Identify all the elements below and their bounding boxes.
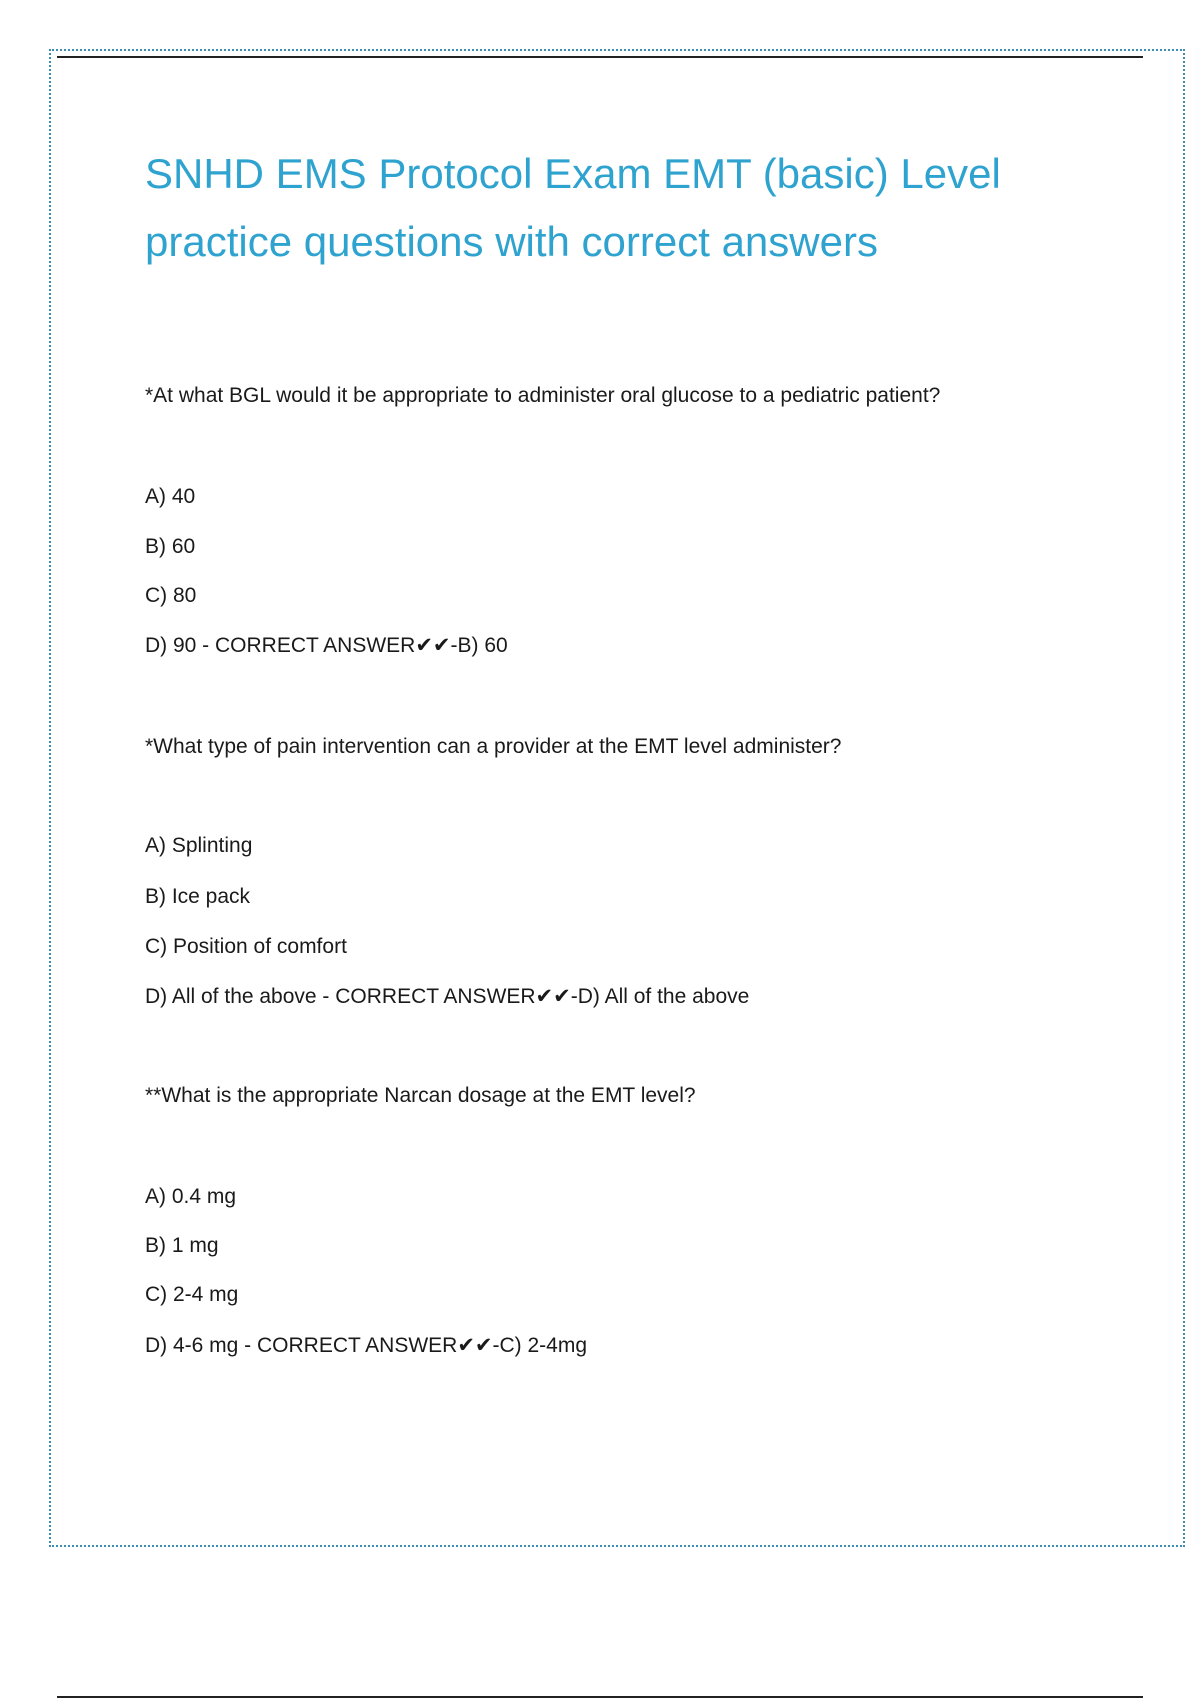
question-3-option-c: C) 2-4 mg [145, 1283, 239, 1306]
header-rule [57, 56, 1143, 58]
footer-rule [57, 1696, 1143, 1698]
question-3-prompt: **What is the appropriate Narcan dosage at the EMT level? [145, 1084, 696, 1107]
question-2-option-c: C) Position of comfort [145, 935, 347, 958]
question-1-option-c: C) 80 [145, 584, 197, 607]
question-2-option-d-answer: D) All of the above - CORRECT ANSWER✔✔-D) All of the above [145, 985, 750, 1008]
question-1-option-d-answer: D) 90 - CORRECT ANSWER✔✔-B) 60 [145, 634, 508, 657]
question-3-option-a: A) 0.4 mg [145, 1185, 237, 1208]
question-3-option-d-answer: D) 4-6 mg - CORRECT ANSWER✔✔-C) 2-4mg [145, 1334, 588, 1357]
question-2-option-a: A) Splinting [145, 834, 253, 857]
question-3-option-b: B) 1 mg [145, 1234, 219, 1257]
document-title [145, 140, 1045, 276]
question-1-option-a: A) 40 [145, 485, 196, 508]
question-1-prompt: *At what BGL would it be appropriate to administer oral glucose to a pediatric patient? [145, 384, 941, 407]
question-1-option-b: B) 60 [145, 535, 196, 558]
title-line-2: practice questions with correct answers [145, 218, 878, 265]
question-2-prompt: *What type of pain intervention can a provider at the EMT level administer? [145, 735, 842, 758]
question-2-option-b: B) Ice pack [145, 885, 251, 908]
title-line-1: SNHD EMS Protocol Exam EMT (basic) Level [145, 150, 1001, 197]
